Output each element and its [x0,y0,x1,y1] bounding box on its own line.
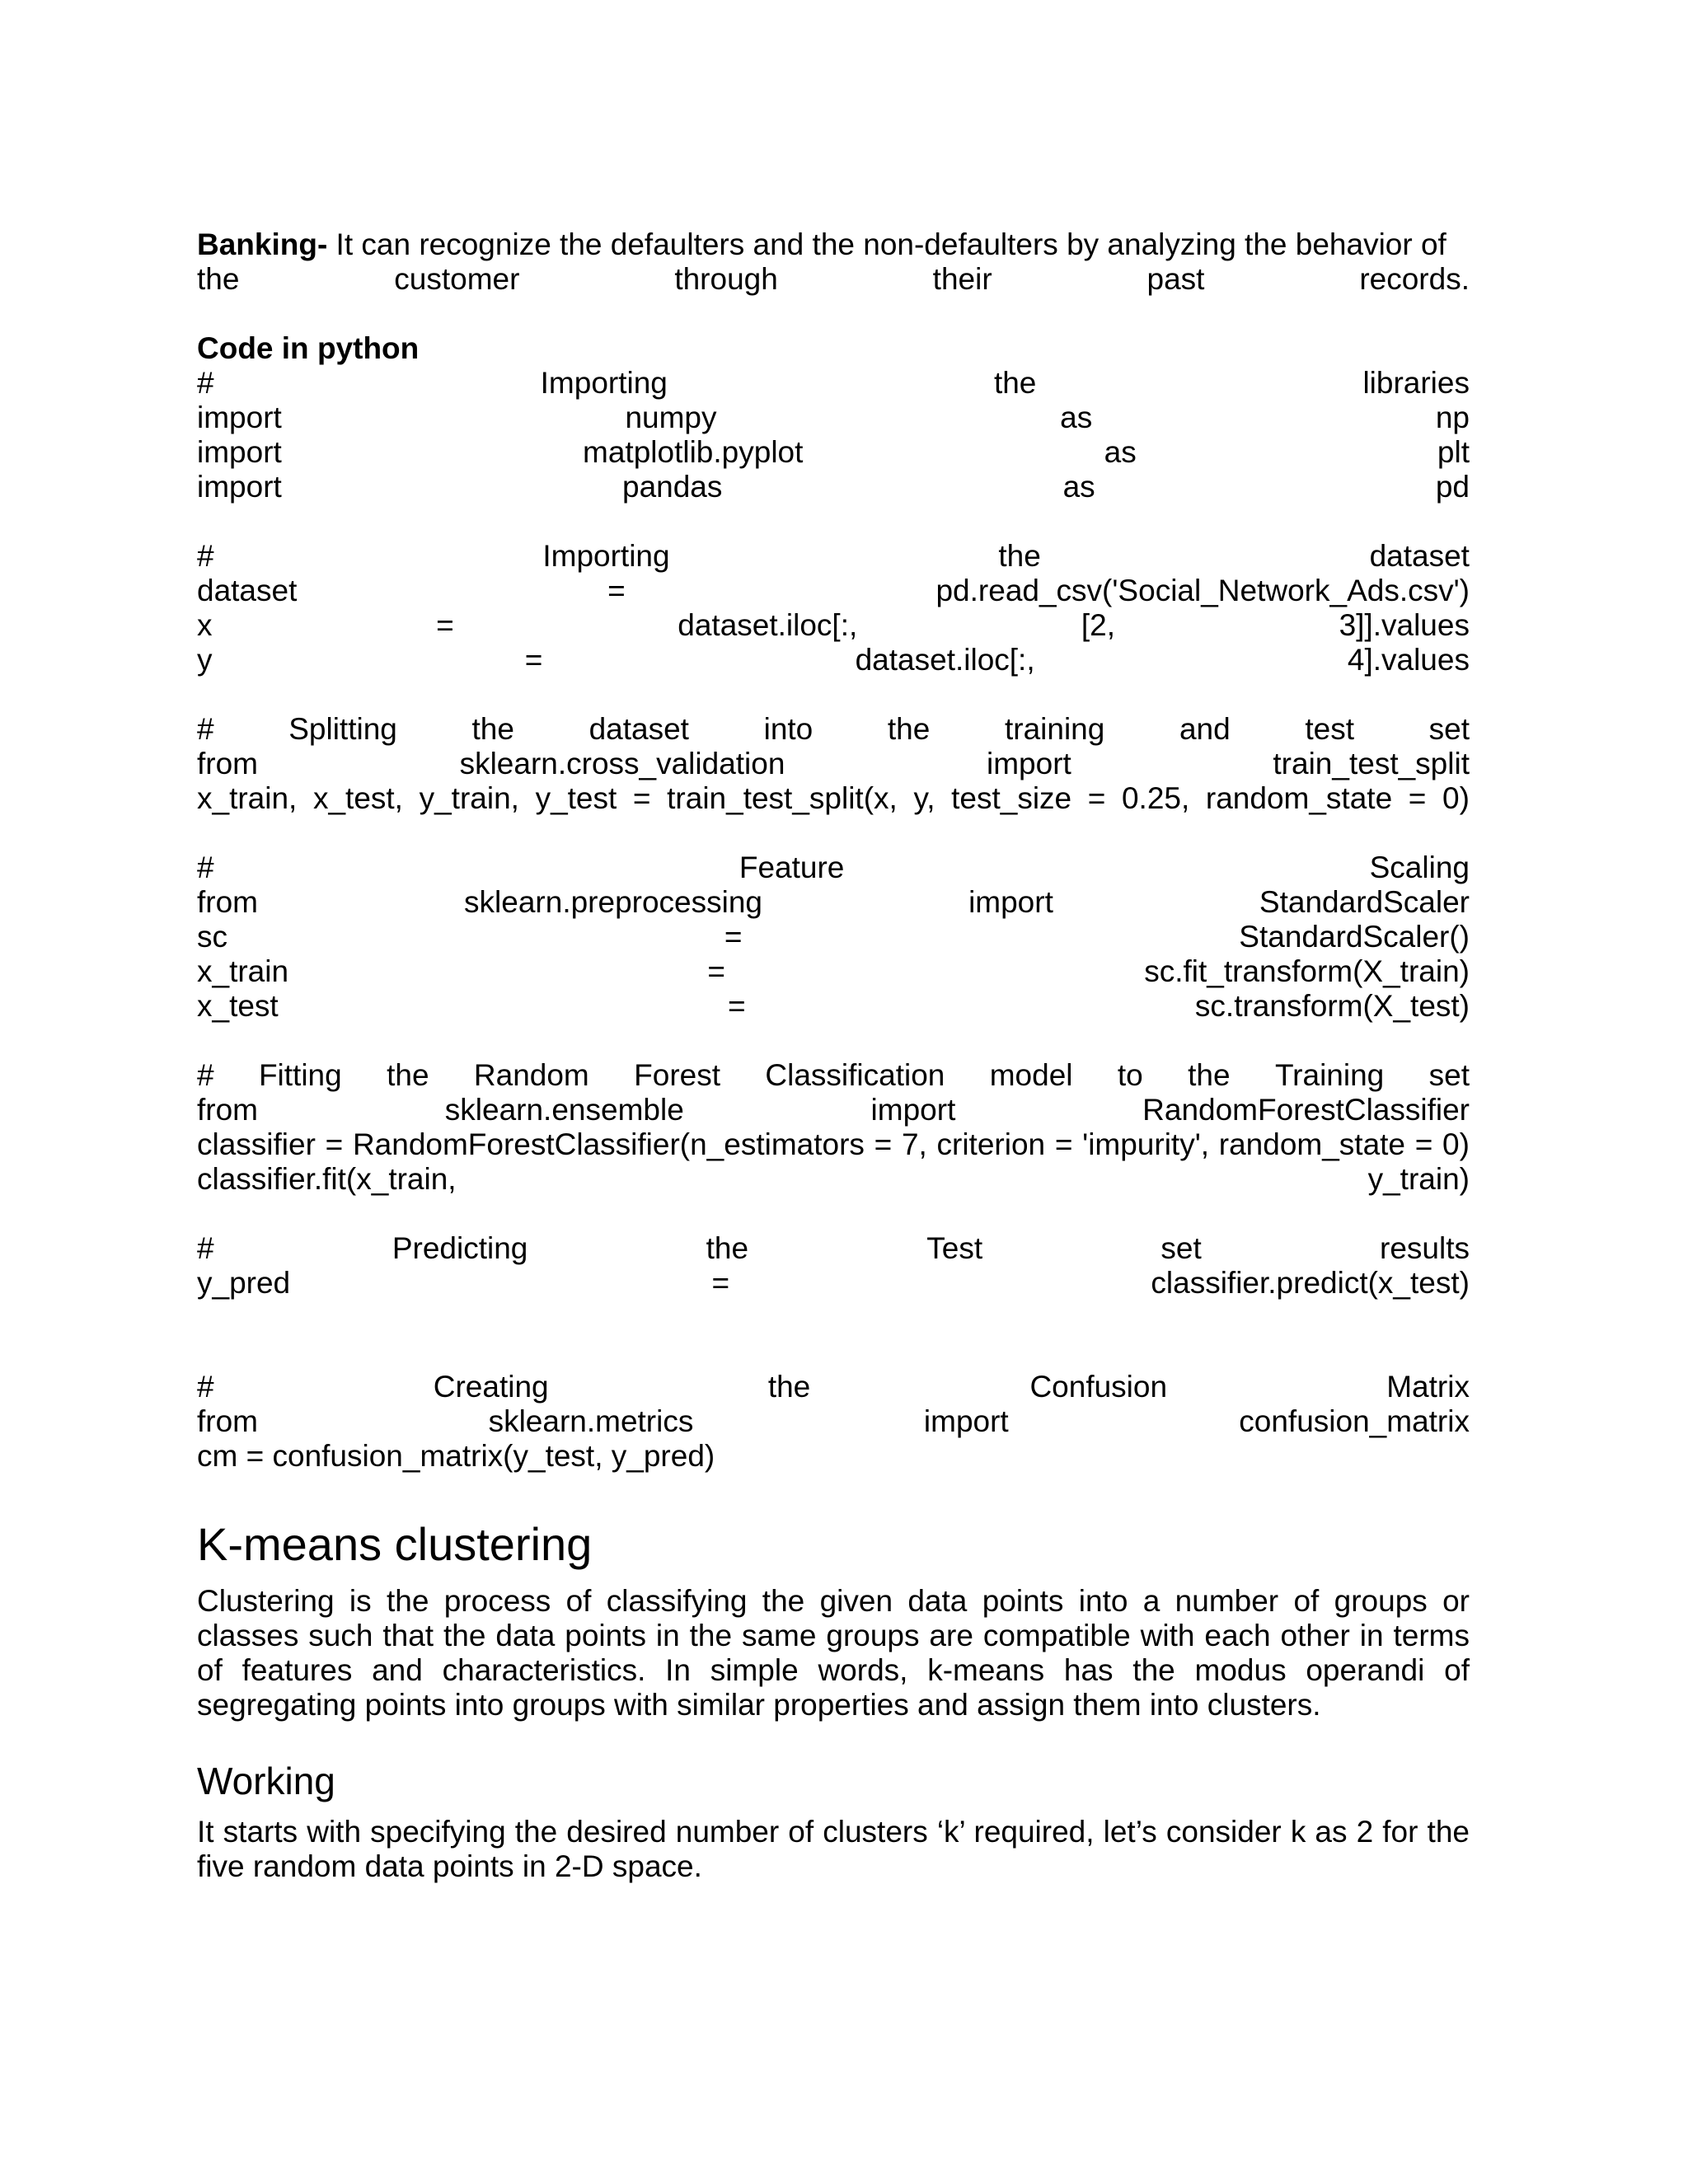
code-token: = [1408,781,1427,815]
document-page [197,227,1470,1884]
code-token: [2, [1081,608,1115,642]
code-token: = [707,954,725,988]
code-token: RandomForestClassifier [1142,1093,1470,1127]
code-token: Scaling [1369,851,1470,884]
code-token: StandardScaler [1259,885,1470,919]
code-token: test [1305,712,1354,746]
code-token: classifier.fit(x_train, [197,1162,457,1196]
code-line [197,851,1470,885]
code-token: dataset.iloc[:, [855,643,1035,677]
code-token: Classification [765,1058,945,1092]
code-line [197,885,1470,920]
code-token: # [197,851,214,884]
code-token: from [197,1093,258,1127]
code-token: Creating [433,1370,549,1404]
code-line [197,1231,1470,1266]
code-token: model [989,1058,1073,1092]
code-token: import [197,435,282,469]
code-token: import [968,885,1053,919]
code-token: pandas [622,470,723,504]
code-token: y_train, [419,781,519,815]
code-token: Feature [738,851,845,884]
code-token: = [724,920,743,954]
code-token: = [711,1266,730,1300]
banking-line-1 [197,227,1470,262]
code-line [197,781,1470,816]
code-token: dataset.iloc[:, [678,608,858,642]
code-token: = [524,643,543,677]
code-token: = [1054,1127,1073,1161]
code-token: set [1428,712,1470,746]
code-token: sc.transform(X_test) [1194,989,1470,1023]
banking-label: Banking- [197,227,328,261]
code-line [197,608,1470,643]
code-token: x_test, [312,781,403,815]
code-token: # [197,1231,214,1265]
banking-text: It can recognize the defaulters and the non-defaulters by analyzing the behavior of [327,227,1447,261]
code-token: # [197,1370,214,1404]
code-token: # [197,366,214,400]
code-token: train_test_split(x, [667,781,898,815]
code-token: criterion [936,1127,1046,1161]
code-line [197,366,1470,401]
code-token: = [874,1127,893,1161]
code-token: as [1104,435,1137,469]
banking-word: records. [1359,262,1470,296]
code-token: Fitting [258,1058,342,1092]
code-token: sklearn.cross_validation [459,747,785,780]
spacer [197,816,1470,851]
working-paragraph: It starts with specifying the desired number of clusters ‘k’ required, let’s consider k as 2 for the five random data points in 2-D space. [197,1815,1470,1883]
code-token: 0) [1442,1127,1470,1161]
code-token: # [197,1058,214,1092]
code-token: y_train) [1367,1162,1470,1196]
code-token: Training [1274,1058,1385,1092]
code-token: sklearn.ensemble [444,1093,684,1127]
code-token: Confusion [1029,1370,1168,1404]
code-token: sc [197,920,227,954]
code-token: and [1179,712,1231,746]
code-line [197,1404,1470,1439]
kmeans-heading: K-means clustering [197,1518,593,1570]
code-token: dataset [1369,539,1470,573]
code-token: x [197,608,213,642]
code-token: import [923,1404,1009,1438]
code-token: pd.read_csv('Social_Network_Ads.csv') [935,574,1470,607]
code-token: numpy [625,401,717,434]
code-line [197,1439,1470,1474]
code-token: 4].values [1347,643,1470,677]
code-token: np [1435,401,1470,434]
banking-word: past [1146,262,1205,296]
code-token: Test [926,1231,983,1265]
code-token: as [1060,401,1093,434]
code-token: the [471,712,514,746]
code-token: = [728,989,746,1023]
code-token: = [632,781,651,815]
code-token: train_test_split [1273,747,1470,780]
code-heading-text: Code in python [197,331,420,365]
banking-word: the [197,262,240,296]
code-token: the [887,712,931,746]
code-token: dataset [197,574,298,607]
spacer [197,504,1470,539]
code-token: Predicting [392,1231,528,1265]
code-token: x_test [197,989,279,1023]
code-token: y_test [535,781,617,815]
code-line [197,954,1470,989]
code-token: 3]].values [1339,608,1470,642]
code-token: import [197,470,282,504]
code-line [197,1370,1470,1404]
code-line [197,1058,1470,1093]
banking-word: customer [394,262,520,296]
code-token: test_size [951,781,1072,815]
code-token: the [1188,1058,1231,1092]
code-token: the [706,1231,749,1265]
code-token: Random [473,1058,589,1092]
code-token: = [1414,1127,1433,1161]
code-token: = [436,608,454,642]
code-token: confusion_matrix [1239,1404,1470,1438]
code-token: Importing [540,366,668,400]
code-token: # [197,539,214,573]
code-token: = [325,1127,344,1161]
code-token: import [197,401,282,434]
code-token: from [197,885,258,919]
code-token: to [1117,1058,1143,1092]
code-line [197,1127,1470,1162]
code-token: y_pred [197,1266,291,1300]
code-token: 'impurity', [1082,1127,1210,1161]
code-token: from [197,1404,258,1438]
code-token: the [998,539,1041,573]
code-token: set [1428,1058,1470,1092]
code-token: random_state [1205,781,1393,815]
code-line [197,470,1470,504]
code-token: pd [1435,470,1470,504]
code-token: sklearn.metrics [488,1404,694,1438]
code-line [197,1266,1470,1301]
code-listing [197,366,1470,1474]
code-line [197,920,1470,954]
code-line [197,747,1470,781]
code-line [197,643,1470,677]
banking-line-2 [197,262,1470,297]
spacer [197,1024,1470,1058]
code-token: Matrix [1386,1370,1470,1404]
code-token: import [870,1093,956,1127]
code-line [197,435,1470,470]
code-token: dataset [588,712,689,746]
code-token: RandomForestClassifier(n_estimators [352,1127,865,1161]
code-token: into [763,712,814,746]
code-token: x_train, [197,781,298,815]
working-heading: Working [197,1760,335,1802]
code-token: Forest [634,1058,720,1092]
code-token: set [1160,1231,1202,1265]
code-token: # [197,712,214,746]
spacer [197,1197,1470,1231]
code-token: 0) [1442,781,1470,815]
code-token: classifier.predict(x_test) [1151,1266,1470,1300]
code-token: random_state [1218,1127,1406,1161]
code-token: 7, [901,1127,927,1161]
code-token: from [197,747,258,780]
spacer [197,1301,1470,1370]
spacer [197,297,1470,331]
code-line [197,539,1470,574]
code-token: sklearn.preprocessing [464,885,763,919]
kmeans-paragraph: Clustering is the process of classifying the given data points into a number of groups or classes such that the data points in the same groups are compatible with each other in terms of features and characteristics. In simple words, k-means has the modus operandi of segregating points into groups with similar properties and assign them into clusters. [197,1584,1470,1722]
code-line [197,401,1470,435]
code-token: the [767,1370,811,1404]
code-token: cm = confusion_matrix(y_test, y_pred) [197,1439,715,1473]
code-token: = [1087,781,1106,815]
code-token: Importing [542,539,670,573]
code-token: results [1380,1231,1470,1265]
banking-word: through [674,262,778,296]
code-token: x_train [197,954,289,988]
code-token: sc.fit_transform(X_train) [1144,954,1470,988]
code-token: matplotlib.pyplot [583,435,804,469]
code-line [197,712,1470,747]
code-line [197,1093,1470,1127]
code-line [197,574,1470,608]
code-token: import [987,747,1071,780]
code-token: the [993,366,1037,400]
code-token: training [1004,712,1105,746]
code-token: as [1062,470,1095,504]
code-line [197,989,1470,1024]
code-token: the [387,1058,429,1092]
banking-word: their [932,262,992,296]
code-token: plt [1437,435,1470,469]
code-token: y [197,643,213,677]
code-token: Splitting [288,712,397,746]
code-token: libraries [1362,366,1470,400]
spacer [197,677,1470,712]
code-token: = [607,574,626,607]
code-token: classifier [197,1127,316,1161]
code-token: StandardScaler() [1239,920,1470,954]
code-token: 0.25, [1121,781,1190,815]
code-heading [197,331,1470,366]
code-line [197,1162,1470,1197]
code-token: y, [913,781,935,815]
